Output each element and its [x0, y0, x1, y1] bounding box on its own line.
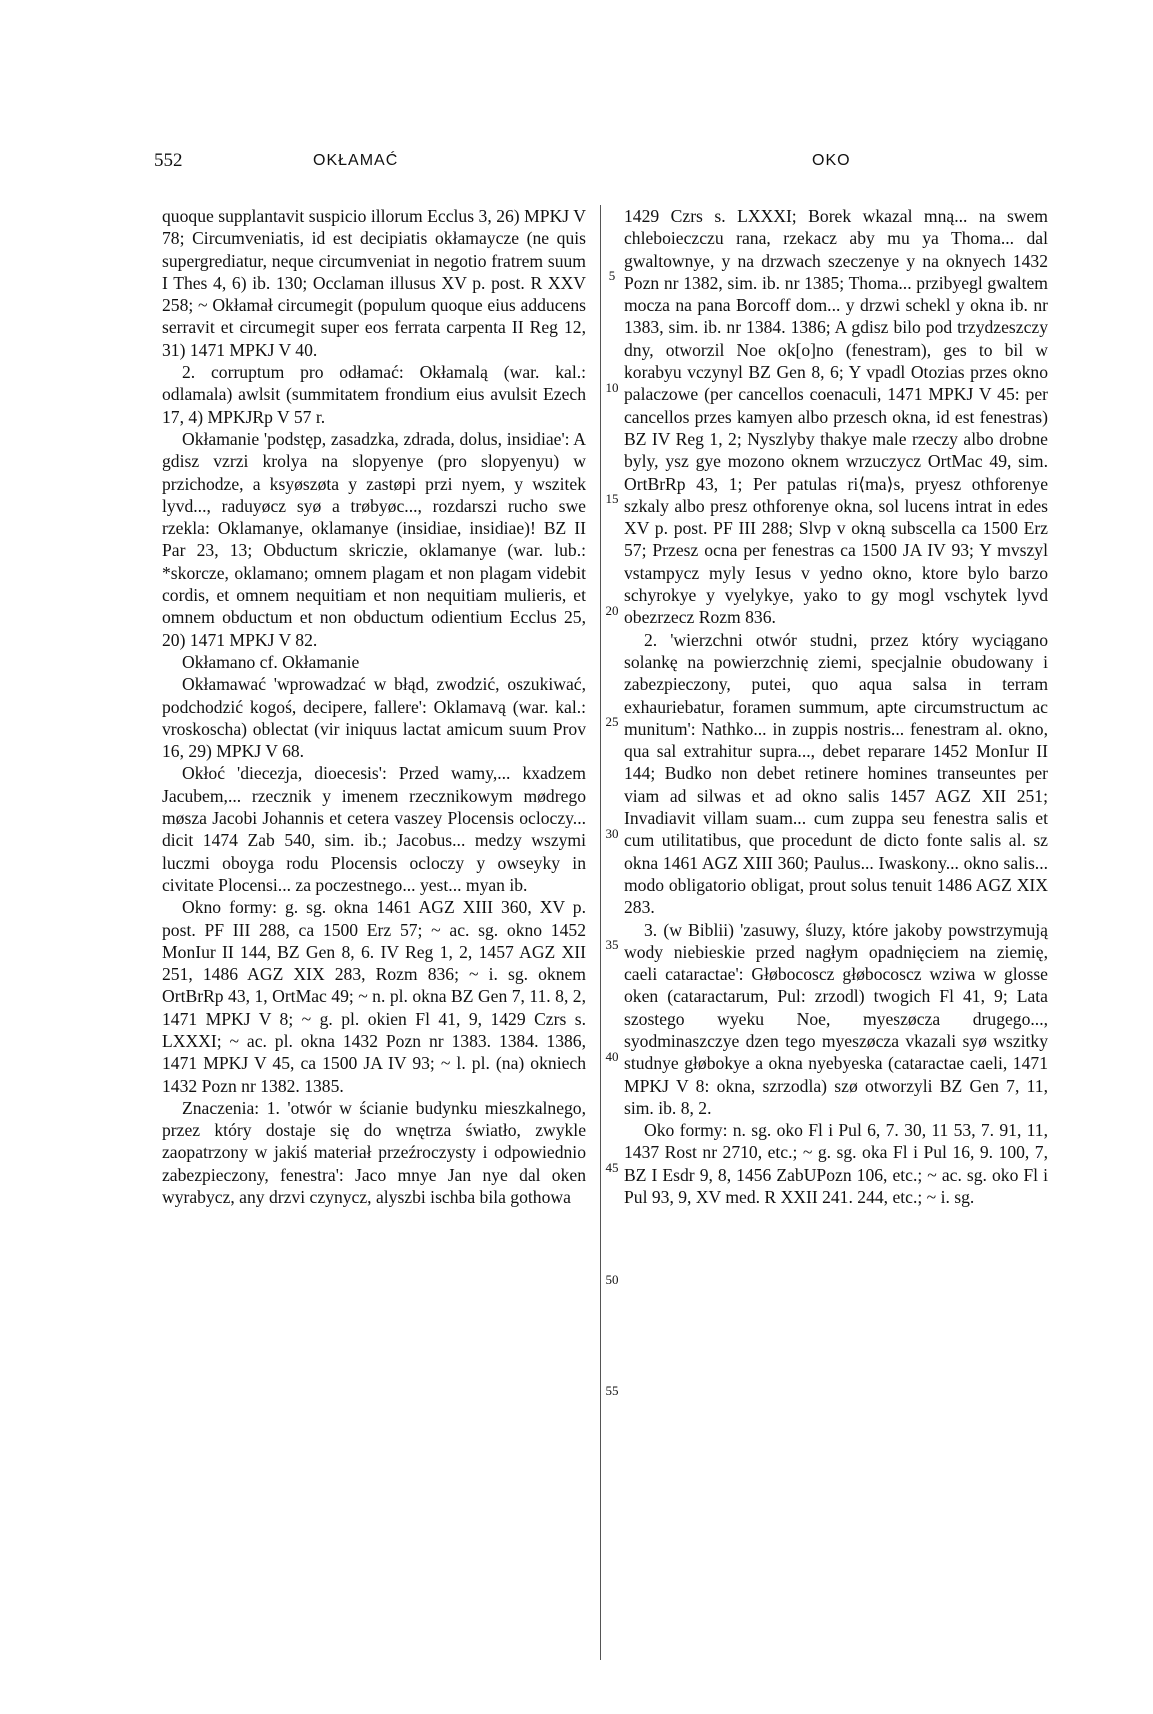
- line-number: 45: [605, 1160, 619, 1175]
- line-number: 35: [605, 937, 619, 952]
- entry-paragraph: Oko formy: n. sg. oko Fl i Pul 6, 7. 30, 11 53, 7. 91, 11, 1437 Rost nr 2710, etc.; ~ g. sg. oka Fl i Pul 16, 9. 100, 7, BZ I Esdr 9, 8, 1456 ZabUPozn 106, etc.; ~ ac. sg. oko Fl i Pul 93, 9, XV med. R XXII 241. 244, etc.; ~ i. sg.: [624, 1120, 1048, 1208]
- running-head-right: OKO: [812, 152, 851, 169]
- line-number: 30: [605, 826, 619, 841]
- line-number: 15: [605, 491, 619, 506]
- entry-paragraph: 3. (w Biblii) 'zasuwy, śluzy, które jakoby powstrzymują wody niebieskie przed nagłym opadnięciem na ziemię, caeli cataractae': Głøbocoscz głøbocoscz wziwa w glosse oken (cataractarum, Pul: zrzodl) twogich Fl 41, 9; Lata szostego wyeku Noe, myeszøcza drugego..., syodminaszczye dzen tego myeszøcza vkazali syø wszitky studnye głøbokye a okna nyebyeska (cataractae caeli, 1471 MPKJ V 8: okna, szrzodla) szø otworzyli BZ Gen 7, 11, sim. ib. 8, 2.: [624, 919, 1048, 1118]
- line-number: 40: [605, 1049, 619, 1064]
- entry-paragraph: Okno formy: g. sg. okna 1461 AGZ XIII 360, XV p. post. PF III 288, ca 1500 Erz 57; ~ ac. sg. okno 1452 MonIur II 144, BZ Gen 8, 6. IV Reg 1, 2, 1457 AGZ XII 251, 1486 AGZ XIX 283, Rozm 836; ~ i. sg. oknem OrtBrRp 43, 1, OrtMac 49; ~ n. pl. okna BZ Gen 7, 11. 8, 2, 1471 MPKJ V 8; ~ g. pl. okien Fl 41, 9, 1429 Czrs s. LXXXI; ~ ac. pl. okna 1432 Pozn nr 1383. 1384. 1386, 1471 MPKJ V 45, ca 1500 JA IV 93; ~ l. pl. (na) okniech 1432 Pozn nr 1382. 1385.: [162, 897, 586, 1096]
- entry-paragraph: 2. 'wierzchni otwór studni, przez który wyciągano solankę na powierzchnię ziemi, specjalnie obudowany i zabezpieczony, putei, quo aqua salsa in terram exhauriebatur, foramen summum, apte circumstructum ac munitum': Nathko... in zuppis nostris... fenestram al. okno, qua sal extrahitur supra..., debet reparare 1452 MonIur II 144; Budko non debet retinere homines transeuntes per viam ad silwas et ad okno salis 1457 AGZ XII 251; Invadiavit villam suam... cum zuppa seu fenestra salis et cum utilitatibus, que procedunt de dicto fonte salis al. sz okna 1461 AGZ XIII 360; Paulus... Iwaskony... okno salis... modo obligatorio obligat, prout solus tenuit 1486 AGZ XIX 283.: [624, 629, 1048, 918]
- line-number: 55: [605, 1383, 619, 1398]
- entry-paragraph: Okłamano cf. Okłamanie: [182, 651, 360, 672]
- entry-paragraph: Okłamanie 'podstęp, zasadzka, zdrada, dolus, insidiae': A gdisz vzrzi krolya na slopyenye (pro slopyenyu) w przichodze, a ksyøszøta y zastøpi przi nyem, y wszitek lyvd..., raduyøcz syø a trøbyøc..., rozdarszi rucho swe rzekla: Oklamanye, oklamanye (insidiae, insidiae)! BZ II Par 23, 13; Obductum skriczie, oklamanye (war. lub.: *skorcze, oklamano; omnem plagam et non plagam videbit cordis, et omnem nequitiam et non nequitiam mulieris, et omnem obductum et non obductum odientium Ecclus 25, 20) 1471 MPKJ V 82.: [162, 428, 586, 650]
- entry-paragraph: Okłoć 'diecezja, dioecesis': Przed wamy,... kxadzem Jacubem,... rzecznik y imenem rzecznikowym mødrego møsza Jacobi Johannis et cetera vaszey Plocensis ocloczy... dicit 1474 Zab 540, sim. ib.; Jacobus... medzy wszymi luczmi oboyga rodu Plocensis ocloczy y owseyky in civitate Plocensi... za poczestnego... yest... myan ib.: [162, 763, 586, 895]
- entry-paragraph: 1429 Czrs s. LXXXI; Borek wkazal mną... na swem chleboieczczu rana, rzekacz aby mu ya Thoma... dal gwaltownye, y na drzwach szeczenye y na oknyech 1432 Pozn nr 1382, sim. ib. nr 1385; Thoma... przibyegl gwaltem mocza na pana Borcoff dom... y drzwi schekl y okna ib. nr 1383, sim. ib. nr 1384. 1386; A gdisz bilo pod trzydzeszczy dny, otworzil Noe ok[o]no (fenestram), ges to bil w korabyu vczynyl BZ Gen 8, 6; Y vpadl Otozias przes okno palaczowe (per cancellos coenaculi, 1471 MPKJ V 45: per cancellos przes kamyen albo przesch okna, id est fenestras) BZ IV Reg 1, 2; Nyszlyby thakye male rzeczy albo drobne byly, ysz gye mozono oknem wrzuczycz OrtMac 49, sim. OrtBrRp 43, 1; Per patulas ri⟨ma⟩s, pryesz othforenye szkaly albo presz othforenye okna, sol lucens intrat in edes XV p. post. PF III 288; Slvp v okną subscella ca 1500 Erz 57; Przesz ocna per fenestras ca 1500 JA IV 93; Y mvszyl vstampycz myly Iesus v yedno okno, ktore bylo barzo schyrokye y vyelykye, yako to gy mogl vschytek lyvd obezrzecz Rozm 836.: [624, 206, 1048, 628]
- running-head-left: OKŁAMAĆ: [313, 152, 399, 169]
- entry-paragraph: Okłamawać 'wprowadzać w błąd, zwodzić, oszukiwać, podchodzić kogoś, decipere, fallere': Oklamavą (war. kal.: vroskoscha) oblectat (vir iniquus lactat amicum suum Prov 16, 29) MPKJ V 68.: [162, 674, 586, 762]
- entry-paragraph: 2. corruptum pro odłamać: Okłamalą (war. kal.: odlamala) awlsit (summitatem frondium eius avulsit Ezech 17, 4) MPKJRp V 57 r.: [162, 362, 586, 427]
- entry-paragraph: quoque supplantavit suspicio illorum Ecclus 3, 26) MPKJ V 78; Circumveniatis, id est decipiatis okłamaycze (ne quis supergrediatur, neque circumveniat in negotio fratrem suum I Thes 4, 6) ib. 130; Occlaman illusus XV p. post. R XXV 258; ~ Okłamał circumegit (populum quoque eius adducens serravit et circumegit super eos ferrata carpenta II Reg 12, 31) 1471 MPKJ V 40.: [162, 206, 586, 360]
- column-divider: [600, 205, 601, 1660]
- right-column: [624, 205, 1048, 1208]
- line-number: 50: [605, 1272, 619, 1287]
- line-number: 5: [608, 268, 616, 283]
- line-number: 20: [605, 603, 619, 618]
- entry-paragraph: Znaczenia: 1. 'otwór w ścianie budynku mieszkalnego, przez który dostaje się do wnętrza światło, zwykle zaopatrzony w jakiś materiał przeźroczysty i odpowiednio zabezpieczony, fenestra': Jaco mnye Jan nye dal oken wyrabycz, any drzvi czynycz, alyszbi ischba bila gothowa: [162, 1097, 586, 1208]
- left-column: [162, 205, 586, 1208]
- line-number: 10: [605, 380, 619, 395]
- line-number: 25: [605, 714, 619, 729]
- page-number: 552: [154, 150, 183, 171]
